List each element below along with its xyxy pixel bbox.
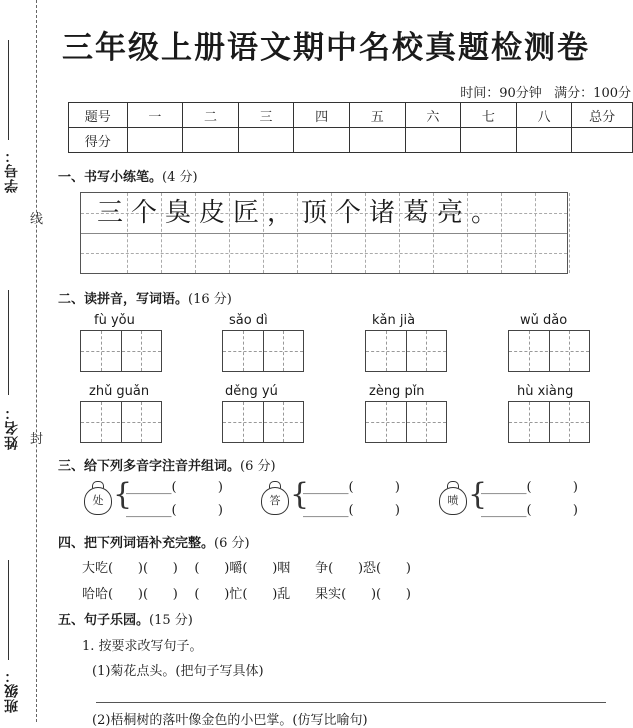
score-header-cell: 五 [349, 103, 405, 128]
sample-character: 葛 [402, 198, 429, 228]
answer-blank[interactable]: _______( ) [303, 503, 400, 518]
section-3-heading [58, 455, 276, 474]
section-5-heading [58, 609, 193, 628]
sample-character: 臭 [164, 198, 191, 228]
student-number-label: 学号： [4, 148, 20, 193]
brace-icon: { [468, 477, 488, 512]
pinyin-label: zhǔ guǎn [89, 384, 150, 399]
section-5-title: 五、句子乐园。 [58, 613, 150, 628]
sample-character: 个 [130, 198, 157, 228]
exam-full-score: 满分：100分 [554, 86, 631, 101]
polyphone-char-bag: 处 [84, 487, 112, 515]
section-1-points: (4 分) [162, 170, 198, 185]
score-cell[interactable] [349, 128, 405, 153]
handwriting-grid [80, 192, 568, 274]
writing-cell [535, 193, 570, 273]
section-4-heading [58, 532, 250, 551]
grid-guide-line [223, 422, 303, 423]
exam-time: 时间：90分钟 [460, 86, 542, 101]
tianzi-grid[interactable] [222, 330, 304, 372]
question-1: 1. 按要求改写句子。 [82, 639, 203, 654]
answer-blank[interactable]: _______( ) [126, 503, 223, 518]
score-cell[interactable] [127, 128, 183, 153]
answer-blank[interactable]: _______( ) [126, 480, 223, 495]
grid-guide-line [223, 351, 303, 352]
grid-guide-line [243, 331, 244, 371]
binding-dashed-line [36, 0, 37, 722]
question-1a: (1)菊花点头。(把句子写具体) [92, 664, 264, 679]
score-cell[interactable] [238, 128, 294, 153]
grid-guide-line [101, 402, 102, 442]
answer-blank[interactable]: _______( ) [303, 480, 400, 495]
section-4-title: 四、把下列词语补充完整。 [58, 536, 215, 551]
score-header-cell: 总分 [572, 103, 633, 128]
score-row-label: 得分 [69, 128, 128, 153]
score-cell[interactable] [572, 128, 633, 153]
sample-character: 诸 [368, 198, 395, 228]
section-3-title: 三、给下列多音字注音并组词。 [58, 459, 241, 474]
sample-character: 皮 [198, 198, 225, 228]
fill-idiom-line[interactable]: 大吃( )( ) ( )嚼( )咽 争( )恐( ) [82, 561, 411, 576]
tianzi-grid[interactable] [508, 330, 590, 372]
tianzi-grid[interactable] [80, 330, 162, 372]
grid-guide-line [81, 351, 161, 352]
tianzi-grid[interactable] [365, 330, 447, 372]
answer-blank[interactable]: _______( ) [481, 480, 578, 495]
sample-character: ， [266, 198, 293, 228]
score-cell[interactable] [405, 128, 461, 153]
tianzi-grid[interactable] [80, 401, 162, 443]
answer-blank[interactable]: _______( ) [481, 503, 578, 518]
pinyin-label: wǔ dǎo [520, 313, 568, 328]
section-1-heading [58, 166, 198, 185]
score-cell[interactable] [294, 128, 350, 153]
score-header-cell: 一 [127, 103, 183, 128]
grid-guide-line [141, 402, 142, 442]
sample-character: 。 [470, 198, 497, 228]
grid-guide-line [569, 331, 570, 371]
writing-cell [501, 193, 536, 273]
grid-guide-line [386, 331, 387, 371]
score-header-cell: 四 [294, 103, 350, 128]
binding-mark-feng: 封 [30, 432, 44, 447]
class-blank [8, 560, 9, 660]
section-1-title: 一、书写小练笔。 [58, 170, 163, 185]
sample-character: 顶 [300, 198, 327, 228]
grid-guide-line [366, 422, 446, 423]
score-header-cell: 三 [238, 103, 294, 128]
sample-character: 匠 [232, 198, 259, 228]
score-header-cell: 题号 [69, 103, 128, 128]
polyphone-char-bag: 答 [261, 487, 289, 515]
binding-mark-xian: 线 [30, 212, 44, 227]
score-cell[interactable] [183, 128, 239, 153]
grid-guide-line [283, 331, 284, 371]
score-cell[interactable] [461, 128, 517, 153]
grid-guide-line [569, 402, 570, 442]
grid-guide-line [509, 422, 589, 423]
name-label: 姓名： [4, 405, 20, 450]
name-blank [8, 290, 9, 395]
sample-character: 个 [334, 198, 361, 228]
section-3-points: (6 分) [240, 459, 276, 474]
exam-meta [460, 82, 631, 101]
question-1b: (2)梧桐树的落叶像金色的小巴掌。(仿写比喻句) [92, 713, 368, 728]
grid-guide-line [283, 402, 284, 442]
pinyin-label: sǎo dì [229, 313, 268, 328]
sample-character: 亮 [436, 198, 463, 228]
grid-guide-line [101, 331, 102, 371]
score-cell[interactable] [516, 128, 572, 153]
score-header-cell: 二 [183, 103, 239, 128]
tianzi-grid[interactable] [222, 401, 304, 443]
brace-icon: { [290, 477, 310, 512]
pinyin-label: děng yú [225, 384, 278, 399]
brace-icon: { [113, 477, 133, 512]
class-label: 班级： [4, 668, 20, 713]
grid-guide-line [426, 402, 427, 442]
grid-guide-line [529, 331, 530, 371]
grid-guide-line [243, 402, 244, 442]
section-2-points: (16 分) [188, 292, 232, 307]
pinyin-label: kǎn jià [372, 313, 416, 328]
score-table [68, 102, 633, 153]
pinyin-label: fù yǒu [94, 313, 135, 328]
sample-character: 三 [96, 198, 123, 228]
section-4-points: (6 分) [214, 536, 250, 551]
grid-guide-line [366, 351, 446, 352]
page-title: 三年级上册语文期中名校真题检测卷 [62, 30, 590, 66]
score-header-cell: 八 [516, 103, 572, 128]
grid-guide-line [386, 402, 387, 442]
grid-guide-line [426, 331, 427, 371]
pinyin-label: zèng pǐn [369, 384, 425, 399]
section-2-heading [58, 288, 232, 307]
tianzi-grid[interactable] [508, 401, 590, 443]
fill-idiom-line[interactable]: 哈哈( )( ) ( )忙( )乱 果实( )( ) [82, 587, 411, 602]
score-header-cell: 六 [405, 103, 461, 128]
pinyin-label: hù xiàng [517, 384, 574, 399]
section-5-points: (15 分) [149, 613, 193, 628]
grid-guide-line [81, 422, 161, 423]
grid-guide-line [509, 351, 589, 352]
grid-guide-line [529, 402, 530, 442]
section-2-title: 二、读拼音，写词语。 [58, 292, 189, 307]
student-number-blank [8, 40, 9, 140]
polyphone-char-bag: 喷 [439, 487, 467, 515]
grid-guide-line [141, 331, 142, 371]
tianzi-grid[interactable] [365, 401, 447, 443]
score-header-cell: 七 [461, 103, 517, 128]
answer-line[interactable] [96, 702, 606, 703]
